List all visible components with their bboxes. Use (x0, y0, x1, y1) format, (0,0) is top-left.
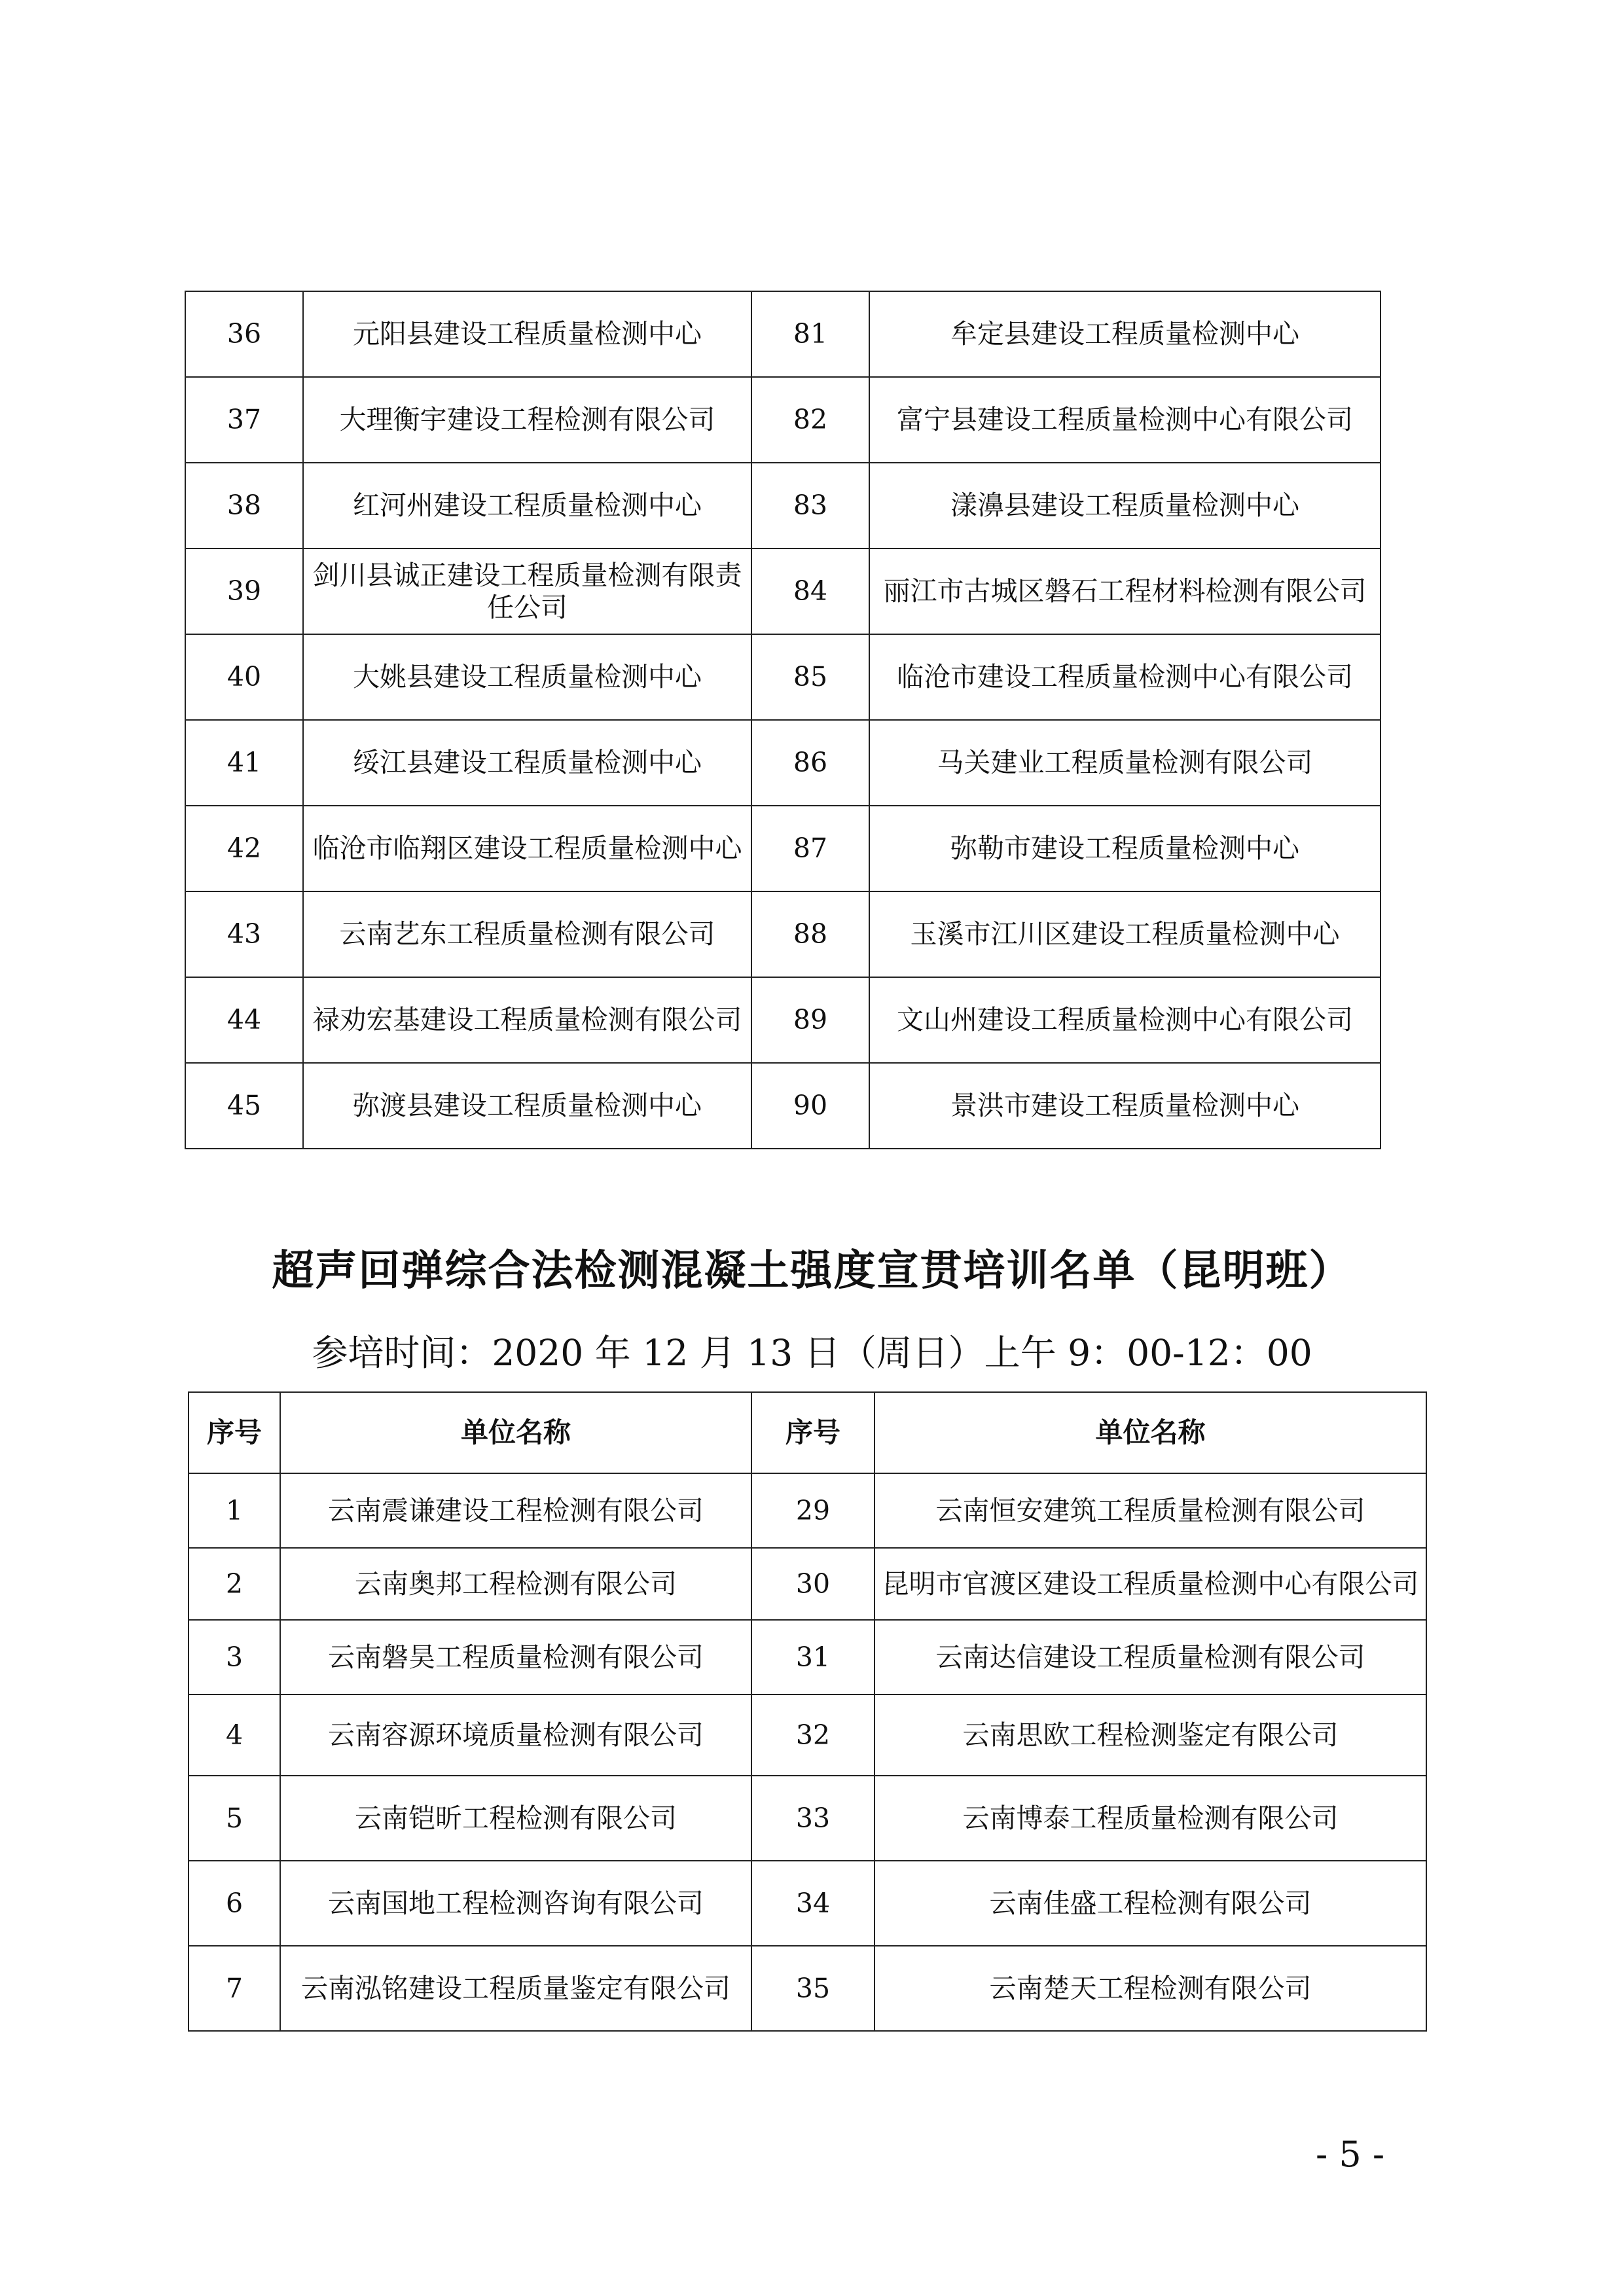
unit-name-cell: 玉溪市江川区建设工程质量检测中心 (869, 891, 1380, 977)
unit-name-cell: 云南震谦建设工程检测有限公司 (280, 1473, 751, 1548)
serial-cell: 4 (189, 1695, 280, 1776)
unit-name-cell: 马关建业工程质量检测有限公司 (869, 720, 1380, 806)
unit-name-cell: 红河州建设工程质量检测中心 (303, 463, 751, 548)
table-row (185, 463, 1380, 548)
table-row (185, 1063, 1380, 1149)
serial-cell: 87 (751, 806, 869, 891)
unit-name-cell: 云南艺东工程质量检测有限公司 (303, 891, 751, 977)
serial-cell: 31 (751, 1620, 875, 1695)
serial-cell: 38 (185, 463, 303, 548)
serial-cell: 41 (185, 720, 303, 806)
unit-name-cell: 元阳县建设工程质量检测中心 (303, 291, 751, 377)
unit-name-cell: 绥江县建设工程质量检测中心 (303, 720, 751, 806)
top-company-table (185, 291, 1381, 1149)
serial-cell: 30 (751, 1548, 875, 1620)
serial-cell: 82 (751, 377, 869, 463)
serial-cell: 45 (185, 1063, 303, 1149)
unit-name-cell: 禄劝宏基建设工程质量检测有限公司 (303, 977, 751, 1063)
serial-cell: 29 (751, 1473, 875, 1548)
table-row (189, 1861, 1426, 1946)
serial-cell: 81 (751, 291, 869, 377)
table-row (185, 548, 1380, 634)
unit-name-cell: 临沧市临翔区建设工程质量检测中心 (303, 806, 751, 891)
header-serial-a: 序号 (189, 1392, 280, 1473)
unit-name-cell: 剑川县诚正建设工程质量检测有限责任公司 (303, 548, 751, 634)
top-table-body (185, 291, 1380, 1149)
serial-cell: 5 (189, 1776, 280, 1861)
serial-cell: 42 (185, 806, 303, 891)
serial-cell: 37 (185, 377, 303, 463)
unit-name-cell: 云南恒安建筑工程质量检测有限公司 (875, 1473, 1426, 1548)
serial-cell: 89 (751, 977, 869, 1063)
unit-name-cell: 文山州建设工程质量检测中心有限公司 (869, 977, 1380, 1063)
table-header-row (189, 1392, 1426, 1473)
header-unit-name-a: 单位名称 (280, 1392, 751, 1473)
serial-cell: 83 (751, 463, 869, 548)
serial-cell: 39 (185, 548, 303, 634)
header-serial-b: 序号 (751, 1392, 875, 1473)
serial-cell: 1 (189, 1473, 280, 1548)
unit-name-cell: 云南泓铭建设工程质量鉴定有限公司 (280, 1946, 751, 2031)
serial-cell: 86 (751, 720, 869, 806)
kunming-class-table (188, 1391, 1427, 2032)
training-time: 参培时间：2020 年 12 月 13 日（周日）上午 9：00-12：00 (312, 1332, 1312, 1374)
unit-name-cell: 云南博泰工程质量检测有限公司 (875, 1776, 1426, 1861)
unit-name-cell: 云南思欧工程检测鉴定有限公司 (875, 1695, 1426, 1776)
table-row (185, 806, 1380, 891)
unit-name-cell: 云南佳盛工程检测有限公司 (875, 1861, 1426, 1946)
unit-name-cell: 临沧市建设工程质量检测中心有限公司 (869, 634, 1380, 720)
table-row (189, 1776, 1426, 1861)
unit-name-cell: 弥勒市建设工程质量检测中心 (869, 806, 1380, 891)
unit-name-cell: 丽江市古城区磐石工程材料检测有限公司 (869, 548, 1380, 634)
bottom-table-body (189, 1473, 1426, 2031)
unit-name-cell: 昆明市官渡区建设工程质量检测中心有限公司 (875, 1548, 1426, 1620)
serial-cell: 85 (751, 634, 869, 720)
serial-cell: 44 (185, 977, 303, 1063)
unit-name-cell: 景洪市建设工程质量检测中心 (869, 1063, 1380, 1149)
unit-name-cell: 弥渡县建设工程质量检测中心 (303, 1063, 751, 1149)
unit-name-cell: 云南达信建设工程质量检测有限公司 (875, 1620, 1426, 1695)
serial-cell: 2 (189, 1548, 280, 1620)
table-row (185, 720, 1380, 806)
table-row (185, 377, 1380, 463)
serial-cell: 36 (185, 291, 303, 377)
table-row (189, 1620, 1426, 1695)
serial-cell: 90 (751, 1063, 869, 1149)
serial-cell: 3 (189, 1620, 280, 1695)
table-row (185, 634, 1380, 720)
unit-name-cell: 云南国地工程检测咨询有限公司 (280, 1861, 751, 1946)
table-row (189, 1946, 1426, 2031)
serial-cell: 84 (751, 548, 869, 634)
unit-name-cell: 云南磐昊工程质量检测有限公司 (280, 1620, 751, 1695)
table-row (189, 1548, 1426, 1620)
serial-cell: 33 (751, 1776, 875, 1861)
serial-cell: 6 (189, 1861, 280, 1946)
table-row (185, 891, 1380, 977)
serial-cell: 40 (185, 634, 303, 720)
unit-name-cell: 漾濞县建设工程质量检测中心 (869, 463, 1380, 548)
page-number: - 5 - (1316, 2134, 1385, 2175)
serial-cell: 7 (189, 1946, 280, 2031)
serial-cell: 43 (185, 891, 303, 977)
serial-cell: 34 (751, 1861, 875, 1946)
unit-name-cell: 云南容源环境质量检测有限公司 (280, 1695, 751, 1776)
unit-name-cell: 云南奥邦工程检测有限公司 (280, 1548, 751, 1620)
unit-name-cell: 大理衡宇建设工程检测有限公司 (303, 377, 751, 463)
serial-cell: 35 (751, 1946, 875, 2031)
unit-name-cell: 云南楚天工程检测有限公司 (875, 1946, 1426, 2031)
unit-name-cell: 牟定县建设工程质量检测中心 (869, 291, 1380, 377)
serial-cell: 88 (751, 891, 869, 977)
table-row (189, 1473, 1426, 1548)
unit-name-cell: 富宁县建设工程质量检测中心有限公司 (869, 377, 1380, 463)
table-row (185, 977, 1380, 1063)
table-row (189, 1695, 1426, 1776)
unit-name-cell: 大姚县建设工程质量检测中心 (303, 634, 751, 720)
section-title: 超声回弹综合法检测混凝土强度宣贯培训名单（昆明班） (272, 1246, 1352, 1295)
serial-cell: 32 (751, 1695, 875, 1776)
table-row (185, 291, 1380, 377)
header-unit-name-b: 单位名称 (875, 1392, 1426, 1473)
unit-name-cell: 云南铠昕工程检测有限公司 (280, 1776, 751, 1861)
